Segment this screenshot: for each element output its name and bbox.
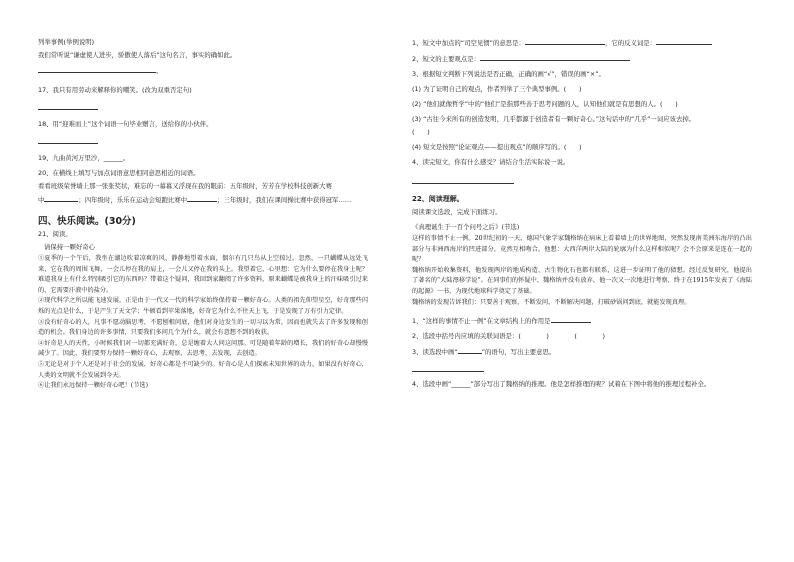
text-fragment: ；三年级时，我们在课间操比赛中获得冠军…… (217, 196, 352, 204)
question-21: 21、阅读。 (38, 230, 72, 238)
passage-paragraph: ⑤无论是对于个人还是对于社会的发展，好奇心都是不可缺少的。好奇心是人们探索未知世界的动力，如果没有好奇心，人类的文明就不会发展到今天。 (38, 360, 368, 379)
passage-paragraph: ③没有好奇心的人，凡事不愿动脑思考，不愿刨根问底，他们对身边发生的一切习以为常，因而也就失去了许多发现和创造的机会。我们身边的许多事情，只要我们多问几个为什么，就会有意想不到的收获。 (38, 318, 368, 337)
text-line: 列举事例(举例说明) (38, 38, 95, 46)
answer-blank[interactable] (38, 103, 98, 110)
judge-item: (1) 为了证明自己的观点，作者列举了三个典型事例。( ) (412, 85, 582, 93)
question-2 (412, 54, 752, 64)
passage-paragraph: 魏格纳的发现告诉我们：只要善于观察，不断发问，不断解决问题，打破砂锅问到底，就能发现真理。 (412, 298, 691, 306)
question-4: 4、读完短文，你有什么感受？请结合生活实际说一说。 (412, 158, 570, 166)
question-19: 19、九曲黄河万里沙，______。 (38, 154, 130, 162)
judge-item: ( ) (412, 128, 430, 136)
question-3: 3、根据短文判断下列说法是否正确，正确的画“√”，错误的画“×”。 (412, 70, 605, 78)
answer-line (38, 66, 368, 76)
passage-paragraph: 魏格纳开始收集资料，他发现两岸的地质构造、古生物化石也都有联系，这进一步证明了他的猜想。经过反复研究，他提出了著名的“大陆漂移学说”。在同事们的怀疑中，魏格纳并没有放弃，他一次又一次地进行考察，终于在1915年发表了《海陆的起源》一书，为现代地球科学奠定了基础。 (412, 266, 752, 295)
answer-blank[interactable] (412, 177, 514, 184)
text-line (38, 195, 368, 205)
passage-paragraph: ⑥让我们永远保持一颗好奇心吧！(节选) (38, 382, 149, 390)
passage-title: 请保持一颗好奇心 (44, 243, 96, 251)
marker-line (458, 347, 482, 354)
answer-blank[interactable] (412, 365, 484, 372)
question-17: 17、我只有用劳动来解释你的嘲笑。(改为双重否定句) (38, 86, 192, 94)
text-fragment: ”的语句，写出主要意思。 (481, 348, 556, 357)
text-line: 我们常听说“谦虚使人进步，骄傲使人落后”这句名言，事实的确如此。 (38, 51, 237, 59)
text-fragment: 。 (156, 67, 163, 75)
question-18: 18、用“迎难而上”这个词语一句毕业赠言，送给你的小伙伴。 (38, 120, 213, 128)
section-heading: 四、快乐阅读。(30分) (38, 216, 136, 227)
text-fragment: 中 (38, 196, 45, 204)
sub-question-3 (412, 347, 752, 357)
judge-item: (2) “他们就像哲学”中的“他们”是指那些善于思考问题的人，认知他们就是有思想的人。( ) (412, 100, 678, 108)
question-1 (412, 38, 752, 48)
question-22: 22、阅读理解。 (412, 195, 464, 203)
judge-item: (3) “古往今来所有的创造发明，几乎都源于创造者有一颗好奇心。”这句话中的“几乎”一词应该去掉。 (412, 115, 696, 123)
passage-title: 《真理诞生于一百个问号之后》(节选) (412, 223, 520, 231)
text-fragment: ，它的反义词是： (604, 39, 657, 47)
answer-blank[interactable] (656, 38, 712, 45)
judge-item: (4) 短文是按照“论证观点——提出观点”的顺序写的。( ) (412, 143, 582, 151)
sub-question-2: 2、选段中括号内应填的关联词语是：( ) ( ) (412, 332, 605, 341)
sub-question-4: 4、选段中画“______”部分写出了魏格纳的推理。他是怎样推理的呢？试着在下图中将他的推理过程补全。 (412, 380, 711, 389)
text-line: 看看班级荣誉墙上那一张张奖状，难忘的一幕幕又浮现在我的眼前：五年级时，芳芳在学校科技创新大赛 (38, 182, 332, 190)
answer-blank[interactable] (38, 66, 156, 73)
right-column (412, 38, 752, 389)
answer-blank[interactable] (38, 137, 98, 144)
left-column (38, 38, 368, 392)
text-fragment: 1、“这样的事情不止一例”在文章结构上的作用是 (412, 317, 551, 326)
answer-blank[interactable] (187, 195, 217, 202)
text-line: 阅读课文选段，完成下面练习。 (412, 208, 502, 216)
passage-paragraph: ④好奇是人的天性，小时候我们对一切都充满好奇，总是缠着大人问这问那。可是随着年龄的增长，我们的好奇心却慢慢减少了。因此，我们要努力保持一颗好奇心，去观察，去思考，去发现，去创造。 (38, 339, 368, 358)
answer-blank[interactable] (525, 38, 605, 45)
question-20: 20、在横线上填写与加点词语意思相同意思相近的词语。 (38, 169, 200, 177)
text-fragment: 2、短文的主要观点是： (412, 55, 480, 63)
answer-blank[interactable] (480, 54, 630, 61)
passage-paragraph: ①夏季的一个午后，我坐在湖边吹着凉爽的风，静静地望着水面，偶尔有几只鸟从上空掠过。忽然，一只蝴蝶从远处飞来，它在我的周围飞舞，一会儿停在我的肩上，一会儿又停在我的头上。我望着它，心里想：它为什么要停在我身上呢？难道我身上有什么特别吸引它的东西吗？带着这个疑问，我回到家翻阅了许多资料，原来蝴蝶是被我身上的汗味吸引过来的，它需要汗液中的盐分。 (38, 255, 368, 294)
sub-question-1 (412, 316, 752, 326)
answer-blank[interactable] (551, 316, 591, 323)
passage-paragraph: 这样的事情不止一例。20世纪初的一天，德国气象学家魏格纳在病床上看着墙上的世界地图，突然发现南美洲东海岸的凸出部分与非洲西海岸的凹进部分，竟然互相吻合。他想：大西洋两岸大陆的轮廓为什么这样相似呢？会不会原来是连在一起的呢？ (412, 235, 752, 264)
text-fragment: 1、短文中加点的“司空见惯”的意思是： (412, 39, 525, 47)
text-fragment: ；四年级时，乐乐在运动会短跑比赛中 (78, 196, 188, 204)
answer-blank[interactable] (44, 195, 78, 202)
text-fragment: 3、读选段中画“ (412, 348, 458, 357)
passage-paragraph: ②现代科学之所以能飞速发展，正是由于一代又一代的科学家始终保持着一颗好奇心。人类的祖先仰望星空，好奇那些闪烁的光点是什么，于是产生了天文学；牛顿看到苹果落地，好奇它为什么不往天上飞，于是发现了万有引力定律。 (38, 297, 368, 315)
